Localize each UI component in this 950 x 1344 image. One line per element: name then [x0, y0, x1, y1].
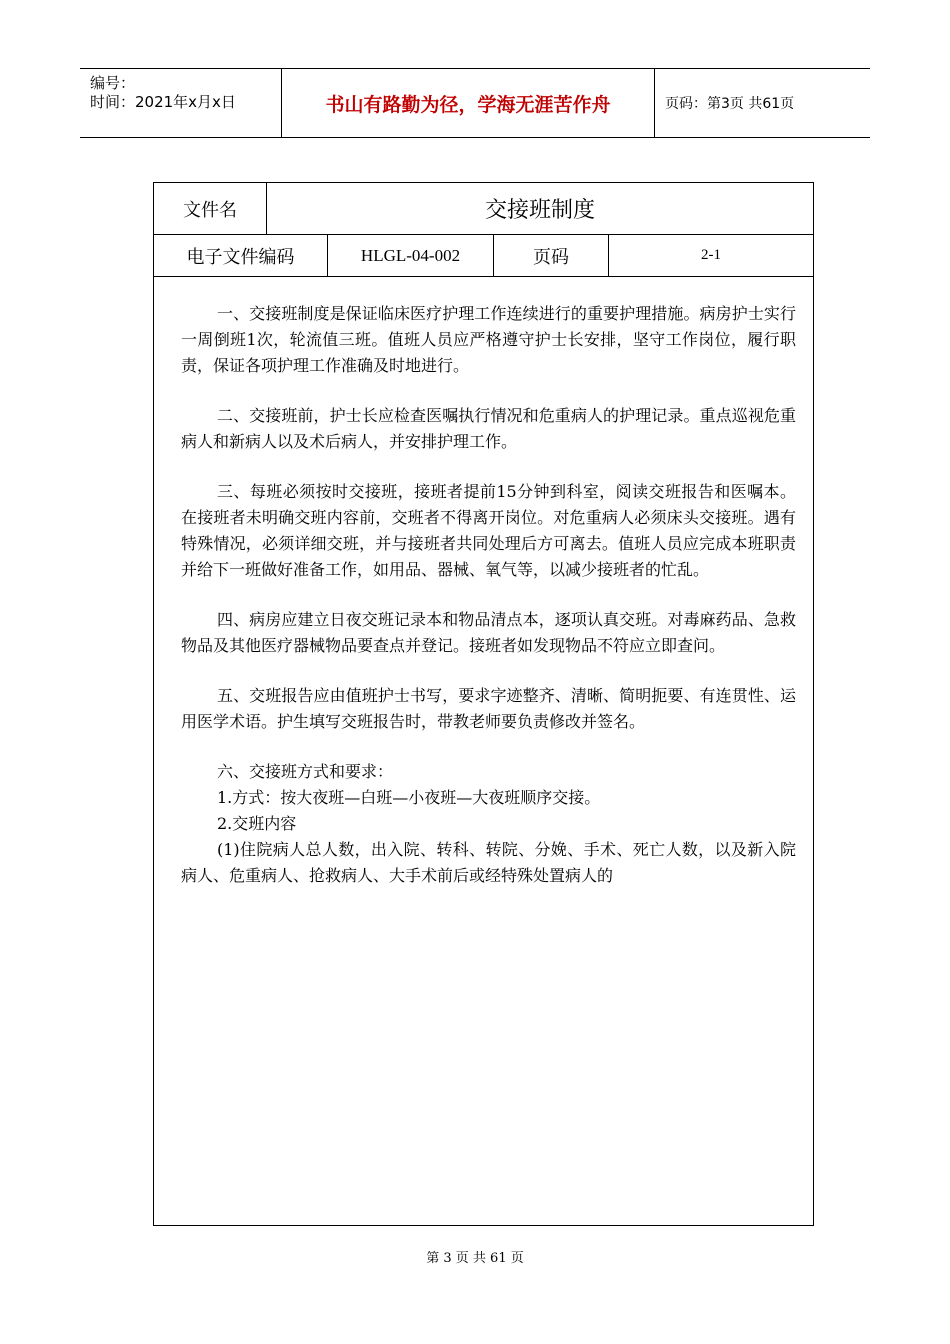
paragraph-2: 二、交接班前，护士长应检查医嘱执行情况和危重病人的护理记录。重点巡视危重病人和新病人以及术后病人，并安排护理工作。 [181, 406, 796, 451]
page-header [80, 68, 870, 138]
header-page-info: 页码：第3页 共61页 [665, 96, 795, 112]
title-row [154, 183, 813, 235]
number-label: 编号： [90, 74, 136, 92]
motto: 书山有路勤为径，学海无涯苦作舟 [281, 69, 655, 137]
paragraph-3: 三、每班必须按时交接班，接班者提前15分钟到科室，阅读交班报告和医嘱本。在接班者未明确交班内容前，交班者不得离开岗位。对危重病人必须床头交接班。遇有特殊情况，必须详细交班，并与接班者共同处理后方可离去。值班人员应完成本班职责并给下一班做好准备工作，如用品、器械、氧气等，以减少接班者的忙乱。 [181, 482, 796, 579]
paragraph-4: 四、病房应建立日夜交班记录本和物品清点本，逐项认真交班。对毒麻药品、急救物品及其他医疗器械物品要查点并登记。接班者如发现物品不符应立即查问。 [181, 610, 796, 655]
section-6-title: 六、交接班方式和要求： [217, 762, 394, 781]
section-6-item-2: 2.交班内容 [217, 814, 297, 833]
date-label: 时间：2021年x月x日 [90, 93, 236, 111]
code-value: HLGL-04-002 [360, 245, 461, 265]
section-6-item-3: (1)住院病人总人数，出入院、转科、转院、分娩、手术、死亡人数，以及新入院病人、危重病人、抢救病人、大手术前后或经特殊处置病人的 [181, 840, 796, 885]
page-label: 页码 [533, 246, 569, 268]
file-name-label: 文件名 [183, 199, 237, 221]
code-label: 电子文件编码 [186, 246, 295, 268]
document-body [181, 301, 796, 889]
paragraph-5: 五、交班报告应由值班护士书写，要求字迹整齐、清晰、简明扼要、有连贯性、运用医学术语。护生填写交班报告时，带教老师要负责修改并签名。 [181, 686, 796, 731]
page-footer: 第 3 页 共 61 页 [426, 1251, 524, 1266]
document-title: 交接班制度 [484, 198, 595, 223]
section-6-item-1: 1.方式：按大夜班—白班—小夜班—大夜班顺序交接。 [217, 788, 601, 807]
code-row [154, 235, 813, 277]
document-frame [153, 182, 814, 1226]
header-meta [80, 69, 281, 137]
page-value: 2-1 [701, 247, 721, 263]
paragraph-1: 一、交接班制度是保证临床医疗护理工作连续进行的重要护理措施。病房护士实行一周倒班1次，轮流值三班。值班人员应严格遵守护士长安排，坚守工作岗位，履行职责，保证各项护理工作准确及时地进行。 [181, 304, 796, 375]
